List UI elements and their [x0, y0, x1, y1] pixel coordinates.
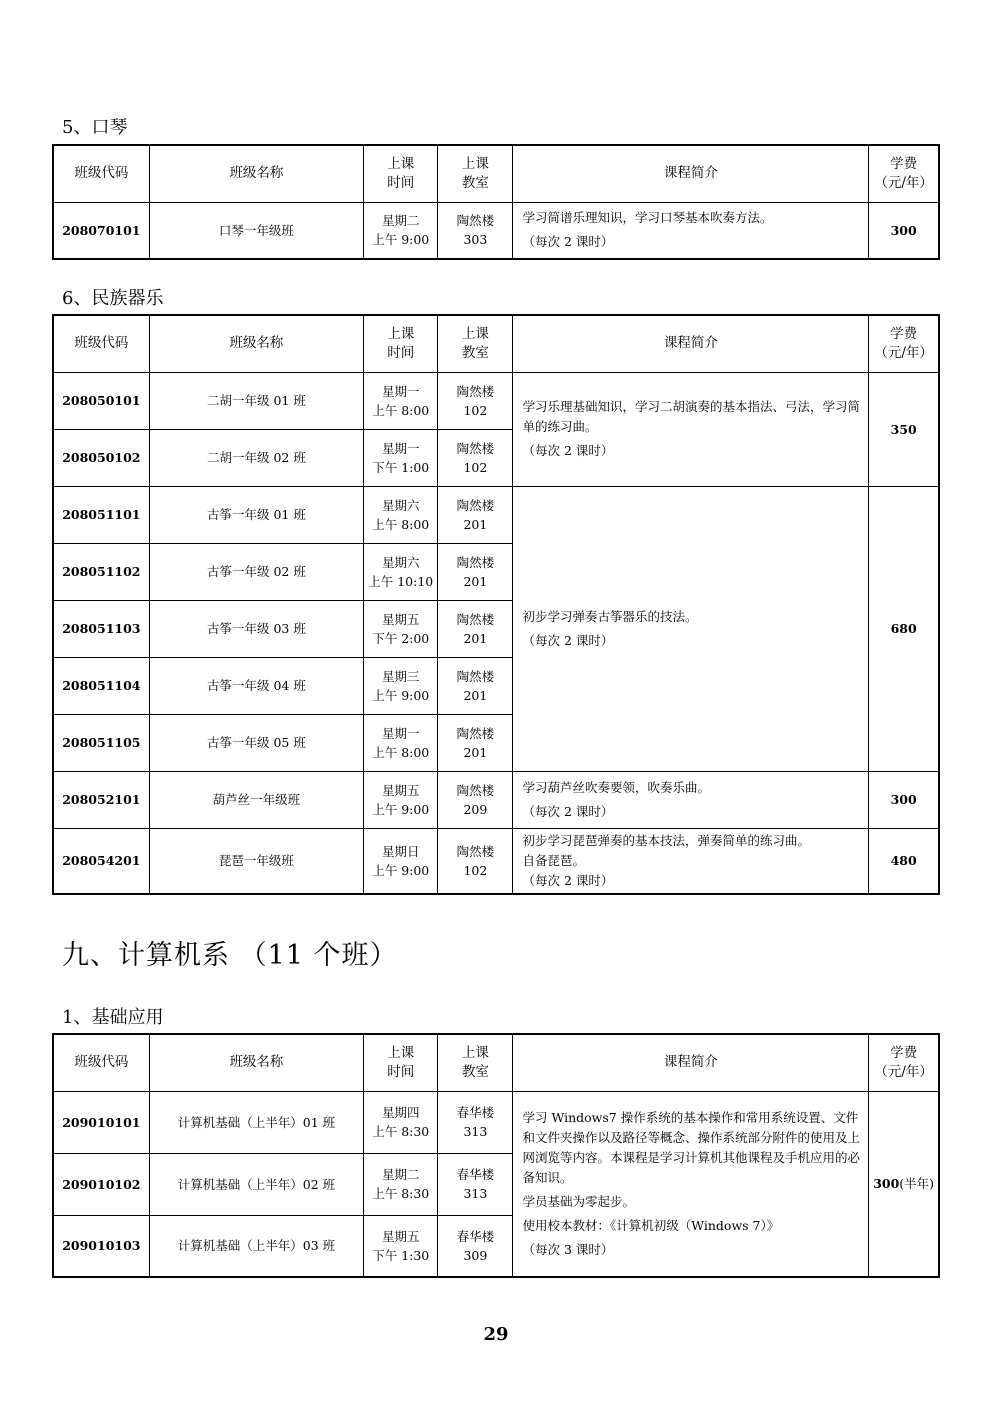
table-row — [53, 771, 939, 828]
course-description: 初步学习琵琶弹奏的基本技法，弹奏简单的练习曲。 自备琵琶。 （每次 2 课时） — [513, 828, 869, 894]
class-time: 星期三 上午 9:00 — [364, 657, 438, 714]
table-header-row — [53, 1034, 939, 1091]
class-room: 陶然楼 201 — [438, 714, 513, 771]
class-room: 陶然楼 303 — [438, 202, 513, 259]
class-time: 星期日 上午 9:00 — [364, 828, 438, 894]
class-code: 209010103 — [53, 1215, 149, 1277]
class-room: 春华楼 313 — [438, 1091, 513, 1153]
class-code: 208070101 — [53, 202, 149, 259]
header-desc: 课程简介 — [513, 1034, 869, 1091]
class-name: 二胡一年级 02 班 — [149, 429, 363, 486]
table-row — [53, 202, 939, 259]
class-time: 星期二 上午 9:00 — [364, 202, 438, 259]
class-code: 208051105 — [53, 714, 149, 771]
class-room: 陶然楼 201 — [438, 657, 513, 714]
folk-instruments-course-table — [52, 314, 940, 895]
header-time: 上课 时间 — [364, 145, 438, 202]
header-code: 班级代码 — [53, 1034, 149, 1091]
tuition-fee: 300(半年) — [869, 1091, 939, 1277]
tuition-fee: 680 — [869, 486, 939, 771]
header-code: 班级代码 — [53, 315, 149, 372]
table-row — [53, 486, 939, 543]
header-name: 班级名称 — [149, 1034, 363, 1091]
table-row — [53, 1091, 939, 1153]
header-time: 上课 时间 — [364, 315, 438, 372]
class-name: 古筝一年级 01 班 — [149, 486, 363, 543]
page-number: 29 — [483, 1324, 509, 1345]
class-code: 209010102 — [53, 1153, 149, 1215]
class-time: 星期一 上午 8:00 — [364, 714, 438, 771]
department-title-computer: 九、计算机系 （11 个班） — [62, 940, 398, 971]
header-code: 班级代码 — [53, 145, 149, 202]
class-name: 古筝一年级 02 班 — [149, 543, 363, 600]
table-header-row — [53, 145, 939, 202]
class-code: 209010101 — [53, 1091, 149, 1153]
course-description: 学习乐理基础知识，学习二胡演奏的基本指法、弓法，学习简单的练习曲。 （每次 2 课时） — [513, 372, 869, 486]
class-room: 陶然楼 201 — [438, 600, 513, 657]
header-desc: 课程简介 — [513, 315, 869, 372]
header-room: 上课 教室 — [438, 1034, 513, 1091]
table-row — [53, 828, 939, 894]
tuition-fee: 300 — [869, 202, 939, 259]
table-header-row — [53, 315, 939, 372]
section-title-folk-instruments: 6、民族器乐 — [62, 288, 164, 309]
class-time: 星期五 下午 2:00 — [364, 600, 438, 657]
course-description: 学习葫芦丝吹奏要领，吹奏乐曲。 （每次 2 课时） — [513, 771, 869, 828]
class-time: 星期六 上午 8:00 — [364, 486, 438, 543]
header-name: 班级名称 — [149, 315, 363, 372]
class-time: 星期五 上午 9:00 — [364, 771, 438, 828]
class-code: 208052101 — [53, 771, 149, 828]
header-fee: 学费 （元/年） — [869, 315, 939, 372]
header-room: 上课 教室 — [438, 315, 513, 372]
harmonica-course-table — [52, 144, 940, 260]
class-code: 208051104 — [53, 657, 149, 714]
class-room: 陶然楼 201 — [438, 486, 513, 543]
tuition-fee: 480 — [869, 828, 939, 894]
class-name: 古筝一年级 05 班 — [149, 714, 363, 771]
class-code: 208054201 — [53, 828, 149, 894]
class-time: 星期一 下午 1:00 — [364, 429, 438, 486]
class-name: 二胡一年级 01 班 — [149, 372, 363, 429]
class-code: 208051101 — [53, 486, 149, 543]
header-name: 班级名称 — [149, 145, 363, 202]
course-description: 学习 Windows7 操作系统的基本操作和常用系统设置、文件和文件夹操作以及路径等概念、操作系统部分附件的使用及上网浏览等内容。本课程是学习计算机其他课程及手机应用的必备知识。 学员基础为零起步。 使用校本教材：《计算机初级（Windows 7）》 （每次 3 课时） — [513, 1091, 869, 1277]
class-room: 陶然楼 102 — [438, 372, 513, 429]
class-name: 计算机基础（上半年）03 班 — [149, 1215, 363, 1277]
class-time: 星期四 上午 8:30 — [364, 1091, 438, 1153]
class-time: 星期六 上午 10:10 — [364, 543, 438, 600]
tuition-fee: 300 — [869, 771, 939, 828]
section-title-harmonica: 5、口琴 — [62, 117, 128, 138]
header-time: 上课 时间 — [364, 1034, 438, 1091]
header-fee: 学费 （元/年） — [869, 145, 939, 202]
tuition-fee: 350 — [869, 372, 939, 486]
course-description: 学习简谱乐理知识，学习口琴基本吹奏方法。 （每次 2 课时） — [513, 202, 869, 259]
class-room: 陶然楼 209 — [438, 771, 513, 828]
class-code: 208050101 — [53, 372, 149, 429]
class-room: 陶然楼 102 — [438, 429, 513, 486]
class-name: 古筝一年级 03 班 — [149, 600, 363, 657]
course-description: 初步学习弹奏古筝器乐的技法。 （每次 2 课时） — [513, 486, 869, 771]
section-title-basic-applications: 1、基础应用 — [62, 1007, 164, 1028]
class-time: 星期一 上午 8:00 — [364, 372, 438, 429]
table-row — [53, 372, 939, 429]
class-time: 星期二 上午 8:30 — [364, 1153, 438, 1215]
class-time: 星期五 下午 1:30 — [364, 1215, 438, 1277]
class-name: 古筝一年级 04 班 — [149, 657, 363, 714]
class-name: 琵琶一年级班 — [149, 828, 363, 894]
header-desc: 课程简介 — [513, 145, 869, 202]
basic-applications-course-table — [52, 1033, 940, 1278]
class-room: 陶然楼 102 — [438, 828, 513, 894]
class-name: 计算机基础（上半年）01 班 — [149, 1091, 363, 1153]
class-room: 春华楼 309 — [438, 1215, 513, 1277]
class-room: 陶然楼 201 — [438, 543, 513, 600]
header-fee: 学费 （元/年） — [869, 1034, 939, 1091]
class-code: 208051103 — [53, 600, 149, 657]
header-room: 上课 教室 — [438, 145, 513, 202]
class-code: 208051102 — [53, 543, 149, 600]
class-name: 葫芦丝一年级班 — [149, 771, 363, 828]
class-room: 春华楼 313 — [438, 1153, 513, 1215]
class-name: 计算机基础（上半年）02 班 — [149, 1153, 363, 1215]
class-name: 口琴一年级班 — [149, 202, 363, 259]
class-code: 208050102 — [53, 429, 149, 486]
